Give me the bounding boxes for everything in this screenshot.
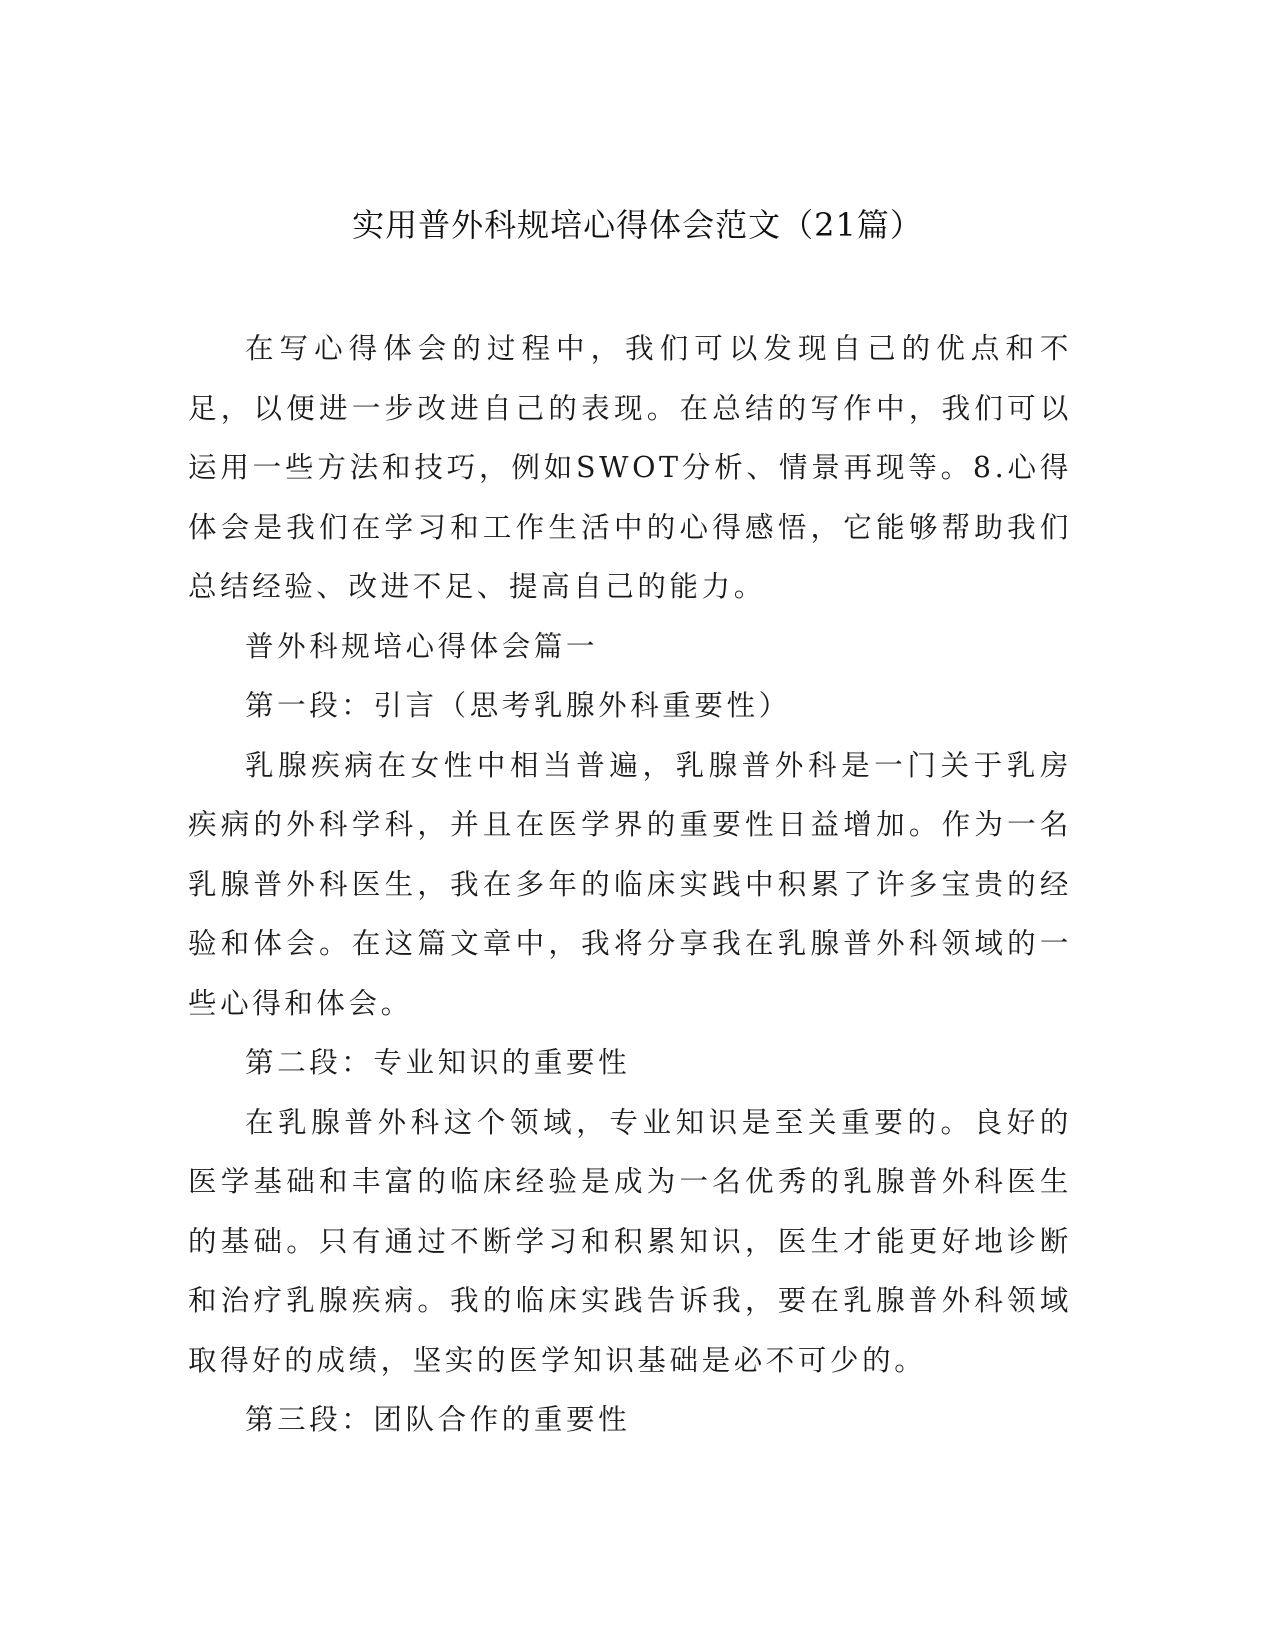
section-heading: 普外科规培心得体会篇一 — [245, 629, 599, 663]
document-body — [188, 319, 1072, 1450]
intro-paragraph: 在写心得体会的过程中，我们可以发现自己的优点和不足，以便进一步改进自己的表现。在总结的写作中，我们可以运用一些方法和技巧，例如SWOT分析、情景再现等。8.心得体会是我们在学习和工作生活中的心得感悟，它能够帮助我们总结经验、改进不足、提高自己的能力。 — [188, 332, 1072, 603]
section-heading: 第二段：专业知识的重要性 — [245, 1046, 631, 1079]
body-paragraph: 在乳腺普外科这个领域，专业知识是至关重要的。良好的医学基础和丰富的临床经验是成为一名优秀的乳腺普外科医生的基础。只有通过不断学习和积累知识，医生才能更好地诊断和治疗乳腺疾病。我的临床实践告诉我，要在乳腺普外科领域取得好的成绩，坚实的医学知识基础是必不可少的。 — [188, 1105, 1072, 1377]
section-heading: 第三段：团队合作的重要性 — [245, 1403, 631, 1436]
section-heading: 第一段：引言（思考乳腺外科重要性） — [245, 689, 791, 722]
body-paragraph: 乳腺疾病在女性中相当普遍，乳腺普外科是一门关于乳房疾病的外科学科，并且在医学界的重要性日益增加。作为一名乳腺普外科医生，我在多年的临床实践中积累了许多宝贵的经验和体会。在这篇文章中，我将分享我在乳腺普外科领域的一些心得和体会。 — [188, 748, 1072, 1020]
document-title: 实用普外科规培心得体会范文（21篇） — [352, 206, 923, 244]
